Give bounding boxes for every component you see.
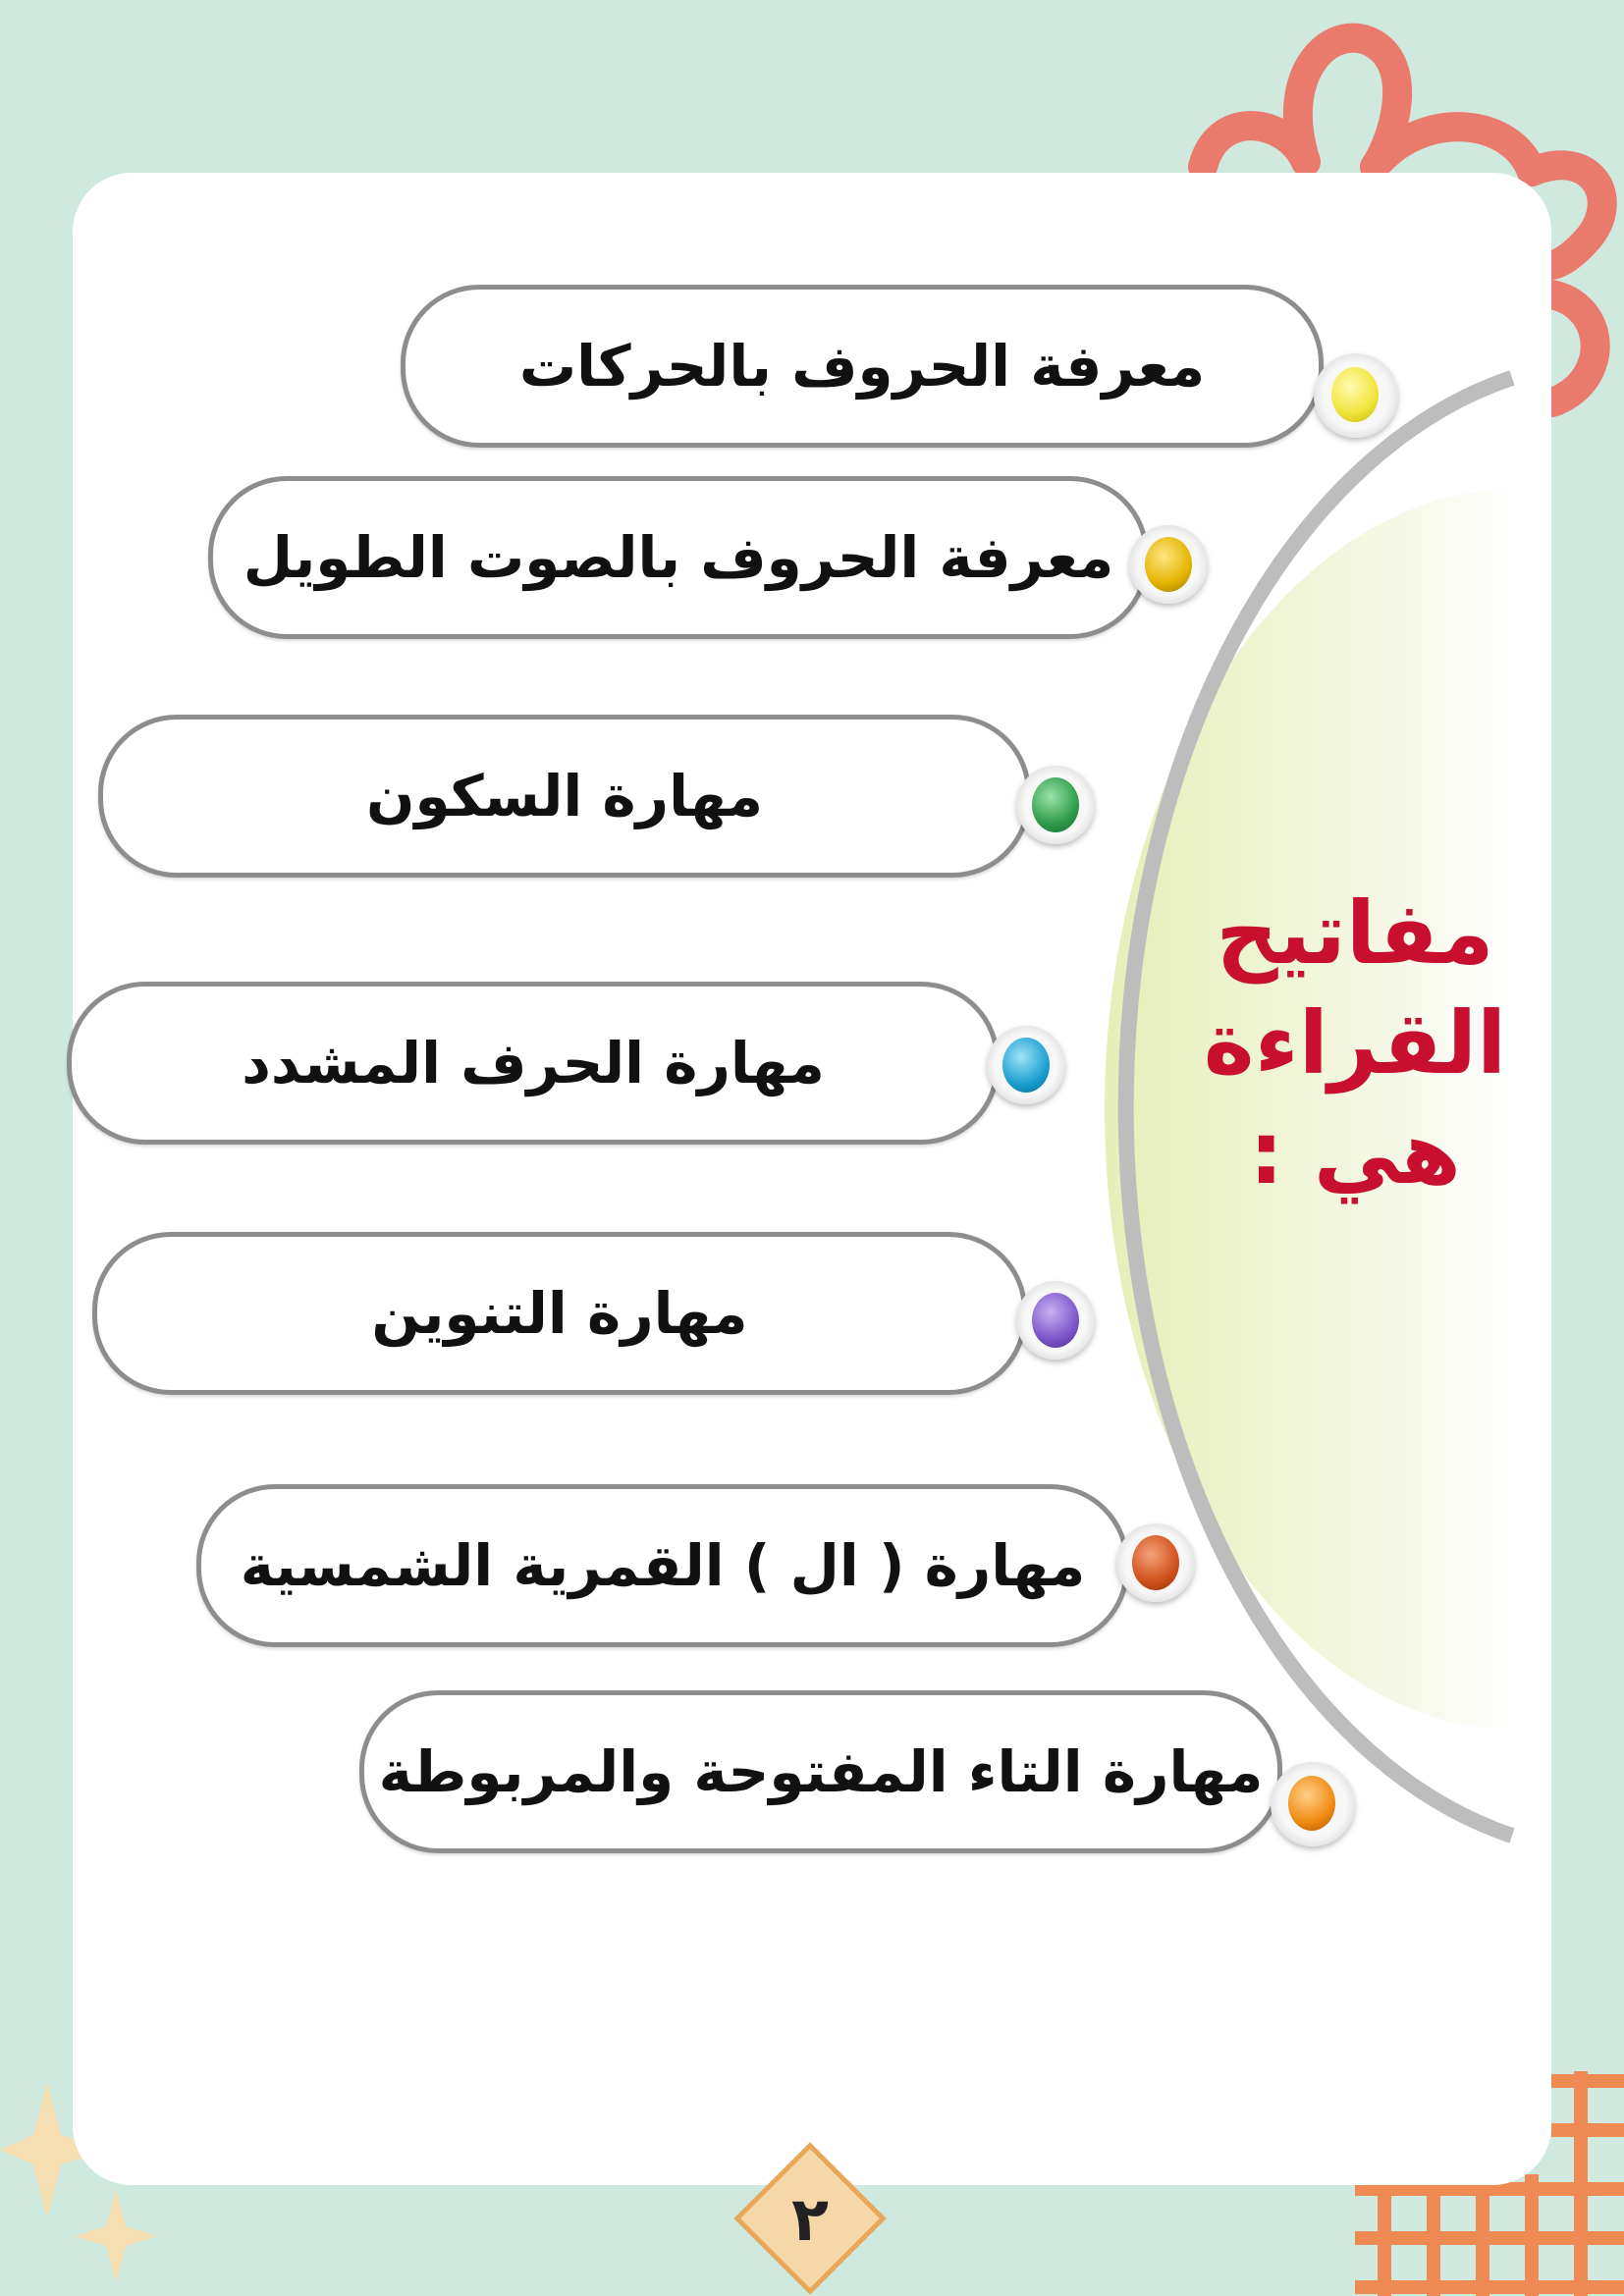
purple-bullet-icon (1032, 1293, 1079, 1348)
orange-bullet-icon (1288, 1776, 1335, 1831)
skill-label-5: مهارة التنوين (371, 1280, 748, 1347)
title-line-2: القراءة (1203, 992, 1507, 1094)
skill-label-7: مهارة التاء المفتوحة والمربوطة (378, 1738, 1264, 1805)
skill-pill-5 (92, 1232, 1027, 1395)
blue-bullet-icon (1002, 1038, 1050, 1093)
skill-label-4: مهارة الحرف المشدد (242, 1030, 825, 1096)
skill-label-2: معرفة الحروف بالصوت الطويل (243, 524, 1114, 591)
title-line-3: هي : (1249, 1102, 1461, 1203)
skill-bullet-5 (1016, 1281, 1095, 1360)
skill-bullet-6 (1116, 1523, 1195, 1602)
skill-pill-1 (401, 285, 1324, 448)
yellow-bullet-icon (1331, 367, 1379, 422)
skill-bullet-2 (1129, 525, 1208, 604)
skill-pill-3 (98, 715, 1031, 878)
skill-pill-2 (208, 476, 1149, 639)
skill-label-3: مهارة السكون (365, 763, 764, 829)
skill-bullet-7 (1271, 1762, 1355, 1846)
rust-bullet-icon (1132, 1535, 1179, 1590)
skill-label-6: مهارة ( ال ) القمرية الشمسية (240, 1532, 1086, 1599)
page-number: ٢ (791, 2182, 829, 2255)
skill-bullet-1 (1314, 353, 1398, 438)
page-title (1198, 879, 1512, 1208)
green-bullet-icon (1032, 777, 1079, 832)
skill-bullet-4 (987, 1026, 1065, 1104)
skill-bullet-3 (1016, 766, 1095, 844)
skill-pill-7 (359, 1690, 1282, 1853)
title-line-1: مفاتيح (1216, 882, 1494, 984)
gold-bullet-icon (1145, 537, 1192, 592)
skill-pill-6 (196, 1484, 1129, 1647)
skill-label-1: معرفة الحروف بالحركات (518, 333, 1206, 400)
skill-pill-4 (67, 982, 1000, 1145)
